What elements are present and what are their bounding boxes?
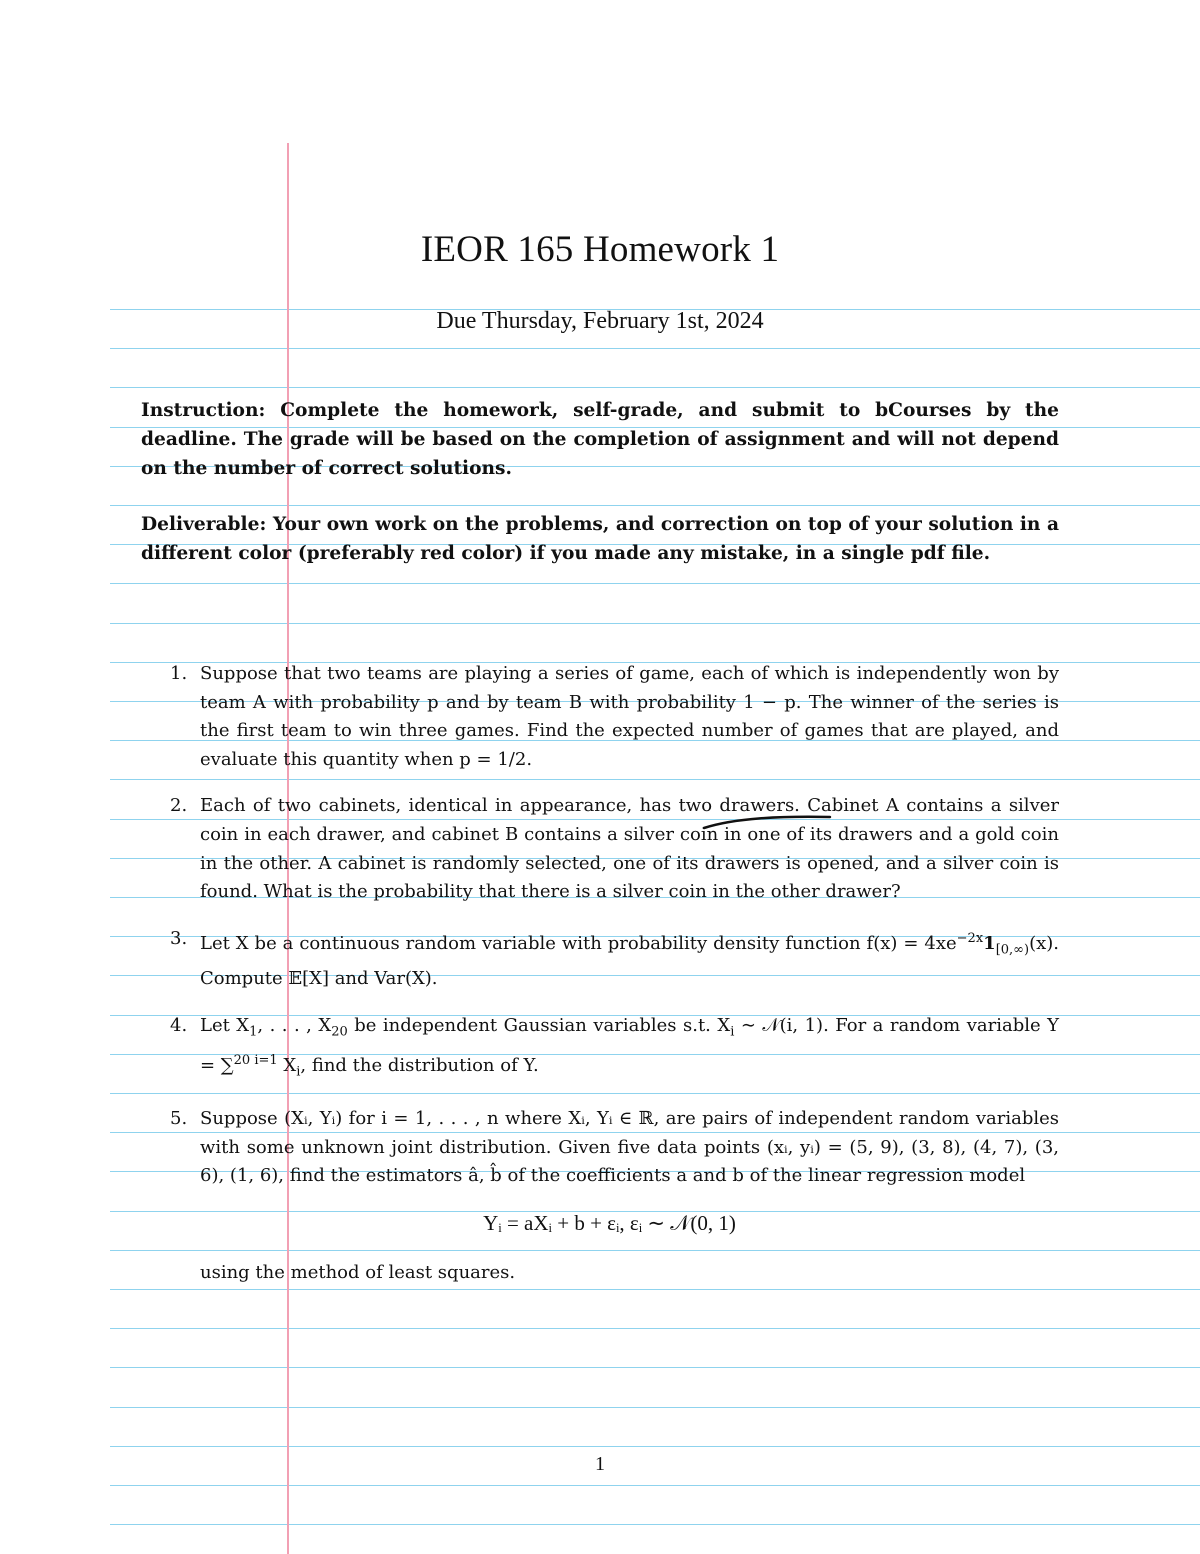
problem-1 <box>160 660 1059 774</box>
ruled-line <box>110 1289 1200 1290</box>
problem-text-f: , find the distribution of Y. <box>300 1054 539 1076</box>
indicator-symbol: 1 <box>983 932 996 954</box>
ruled-line <box>110 1367 1200 1368</box>
subscript: i <box>296 1064 301 1080</box>
problem-text: Each of two cabinets, identical in appearance, has two drawers. Cabinet A contains a silver coin in each drawer, and cabinet B contains a silver coin in one of its drawers and a gold coin in the other. A cabinet is randomly selected, one of its drawers is opened, and a silver coin is found. What is the probability that there is a silver coin in the other drawer? <box>200 795 1059 903</box>
problem-text: Suppose (Xᵢ, Yᵢ) for i = 1, . . . , n where Xᵢ, Yᵢ ∈ ℝ, are pairs of independent random variables with some unknown joint distribution. Given five data points (xᵢ, yᵢ) = (5, 9), (3, 8), (4, 7), (3, 6), (1, 6), find the estimators â, b̂ of the coefficients a and b of the linear regression model <box>200 1107 1059 1187</box>
problem-text-a: Let X <box>200 1014 250 1036</box>
ruled-line <box>110 1328 1200 1329</box>
problem-text: Suppose that two teams are playing a series of game, each of which is independently won by team A with probability p and by team B with probability 1 − p. The winner of the series is the first team to win three games. Find the expected number of games that are played, and evaluate this quantity when p = 1/2. <box>200 663 1059 770</box>
ruled-line <box>110 1524 1200 1525</box>
ruled-line <box>110 505 1200 506</box>
problem-number: 4. <box>170 1014 188 1036</box>
page-title: IEOR 165 Homework 1 <box>420 229 780 270</box>
problem-list <box>160 660 1059 1288</box>
problem-text-d: ∼ 𝒩(i, 1). For a random variable Y = ∑ <box>200 1014 1059 1076</box>
pen-annotation <box>700 808 840 838</box>
regression-equation: Yᵢ = aXᵢ + b + εᵢ, εᵢ ∼ 𝒩(0, 1) <box>483 1210 736 1235</box>
problem-text-a: Let X be a continuous random variable with probability density function f(x) = 4xe <box>200 932 957 954</box>
ruled-line <box>110 1407 1200 1408</box>
problem-text-c: (x). Compute 𝔼[X] and Var(X). <box>200 932 1059 989</box>
problem-closing: using the method of least squares. <box>200 1262 516 1284</box>
problem-text-b: , . . . , X <box>257 1014 332 1036</box>
problem-number: 5. <box>170 1107 188 1129</box>
ruled-line <box>110 387 1200 388</box>
ruled-line <box>110 1485 1200 1486</box>
problem-3 <box>160 925 1059 994</box>
indicator-subscript: [0,∞) <box>995 942 1030 958</box>
problem-5 <box>160 1105 1059 1288</box>
problem-4 <box>160 1012 1059 1087</box>
ruled-line <box>110 1446 1200 1447</box>
problem-number: 2. <box>170 795 188 817</box>
problem-number: 1. <box>170 663 188 684</box>
problem-text-e: X <box>277 1054 297 1076</box>
subscript: i <box>730 1024 735 1040</box>
ruled-line <box>110 583 1200 584</box>
subscript: 20 <box>331 1024 348 1040</box>
problem-text-c: be independent Gaussian variables s.t. X <box>347 1014 731 1036</box>
ruled-line <box>110 623 1200 624</box>
exponent: −2x <box>956 930 984 946</box>
instruction-paragraph: Instruction: Complete the homework, self-grade, and submit to bCourses by the deadline. The grade will be based on the completion of assignment and will not depend on the number of correct solutions. <box>141 400 1059 479</box>
problem-2 <box>160 792 1059 906</box>
page-number: 1 <box>595 1453 605 1475</box>
ruled-line <box>110 348 1200 349</box>
sum-limits: 20 i=1 <box>233 1052 278 1068</box>
problem-number: 3. <box>170 927 188 949</box>
deliverable-paragraph: Deliverable: Your own work on the problems, and correction on top of your solution in a different color (preferably red color) if you made any mistake, in a single pdf file. <box>141 514 1059 564</box>
due-date: Due Thursday, February 1st, 2024 <box>436 308 764 334</box>
subscript: 1 <box>249 1024 258 1040</box>
